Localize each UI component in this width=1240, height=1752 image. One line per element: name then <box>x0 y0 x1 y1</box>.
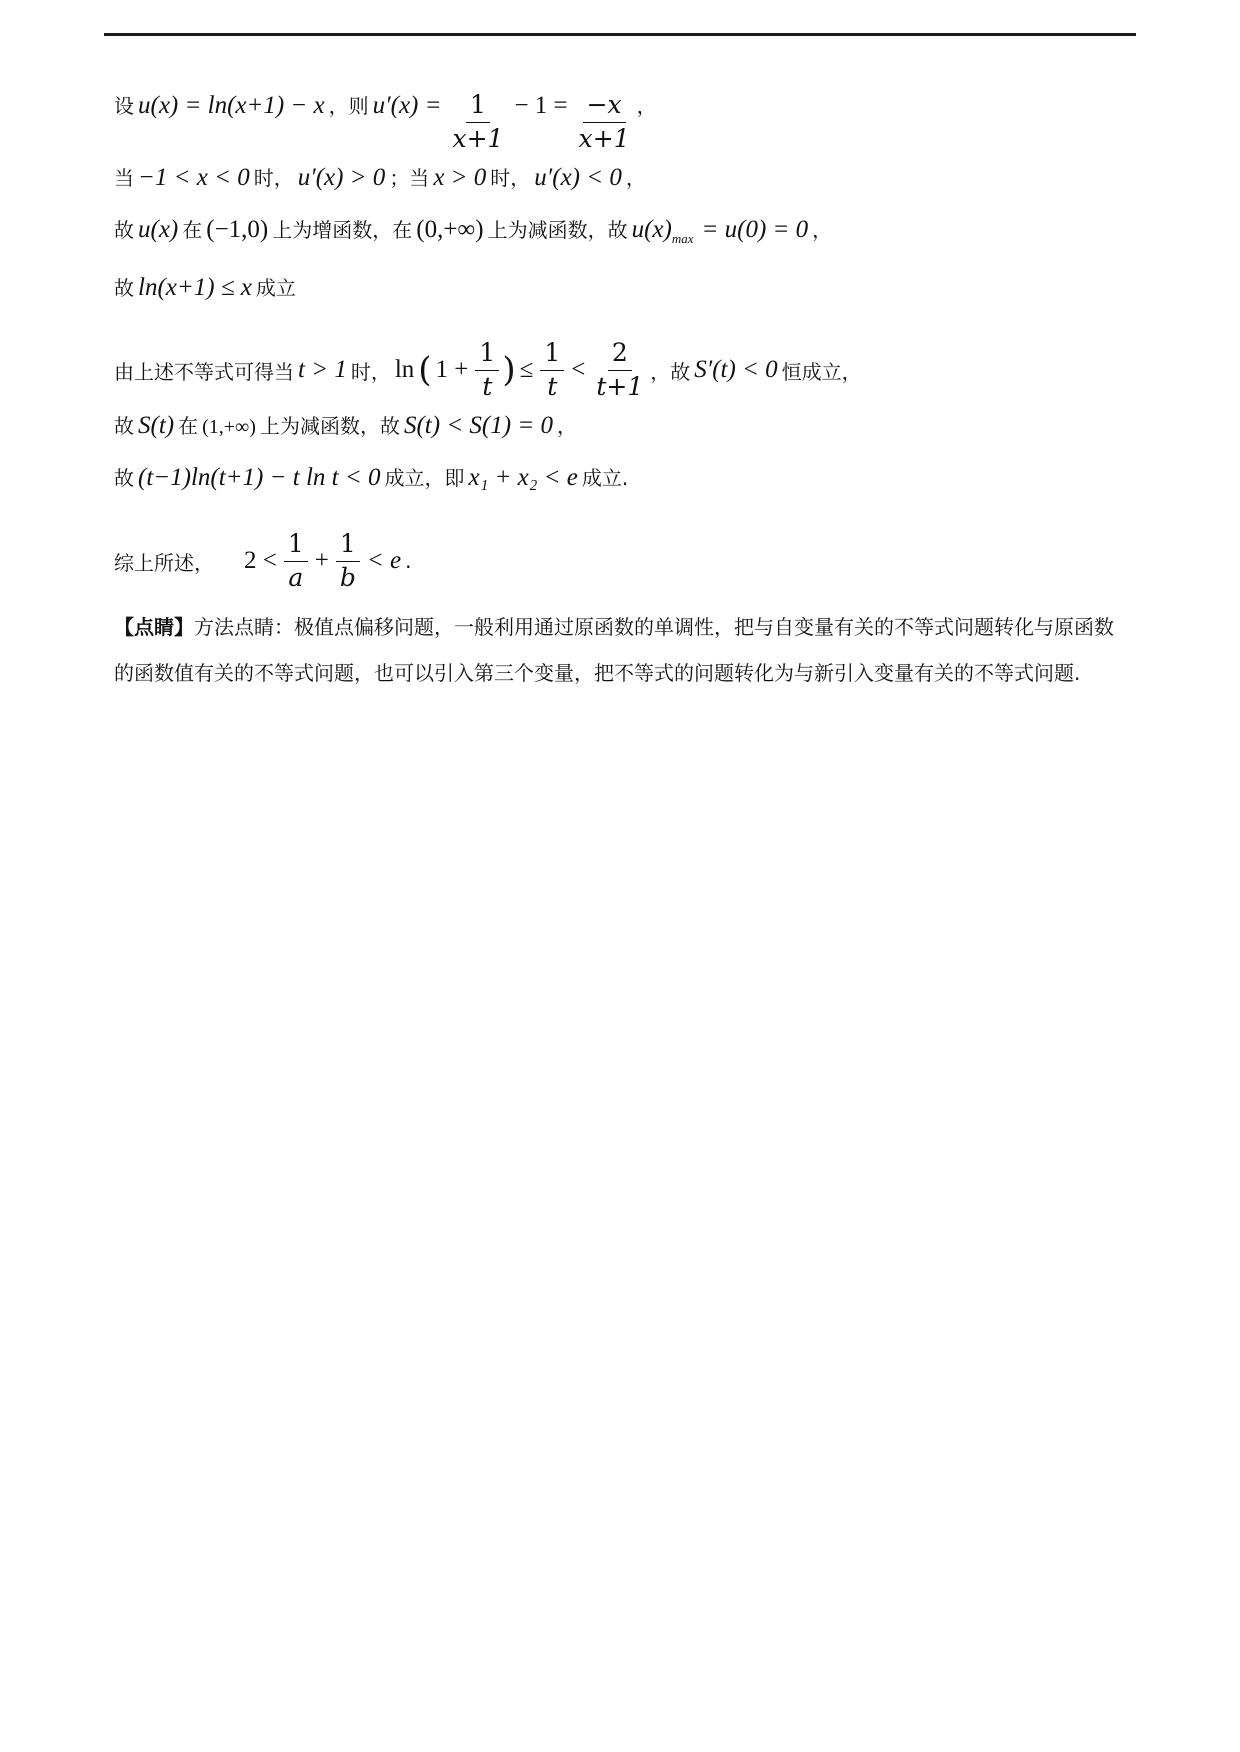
math-expression: 1 + <box>435 356 469 383</box>
math-line-3 <box>114 214 1132 272</box>
math-expression: (0,+∞) <box>416 216 484 243</box>
max-function: u(x) <box>631 216 672 243</box>
math-line-8 <box>114 526 1132 596</box>
fraction-denominator: b <box>339 562 356 592</box>
header-rule <box>104 33 1136 36</box>
math-expression: S(t) <box>138 412 175 439</box>
math-expression: S′(t) < 0 <box>694 356 778 383</box>
math-line-4 <box>114 272 1132 330</box>
text-segment: 故 <box>114 276 134 300</box>
text-segment: 上为减函数，故 <box>259 414 400 438</box>
fraction <box>540 339 564 402</box>
math-expression: x₁ + x₂ < e <box>468 464 578 491</box>
fraction <box>575 91 634 154</box>
left-paren: ( <box>418 350 432 390</box>
text-segment: ， <box>556 414 577 438</box>
right-paren: ) <box>502 350 516 390</box>
fraction-denominator: t <box>547 371 558 401</box>
text-segment: ，故 <box>650 359 691 384</box>
math-expression: (t−1)ln(t+1) − t ln t < 0 <box>138 464 381 491</box>
fraction-denominator: x+1 <box>578 123 630 153</box>
math-line-7 <box>114 462 1132 526</box>
fraction <box>475 339 499 402</box>
fraction-denominator: x+1 <box>452 123 504 153</box>
fraction <box>592 339 647 402</box>
math-expression: 2 < <box>244 547 277 574</box>
text-segment: 时， <box>253 166 294 190</box>
math-expression: < <box>571 356 586 383</box>
text-segment: 恒成立， <box>781 359 862 384</box>
text-segment: 故 <box>114 218 134 242</box>
math-expression: u(x) <box>138 216 179 243</box>
math-expression: < e <box>366 547 402 574</box>
text-segment: 上为减函数，故 <box>487 218 628 242</box>
fraction-denominator: t <box>482 371 493 401</box>
text-segment: 时， <box>350 359 391 384</box>
text-segment: 上为增函数，在 <box>272 218 413 242</box>
math-expression: ln <box>394 356 415 383</box>
fraction <box>449 91 508 154</box>
math-expression: + <box>314 547 329 574</box>
math-expression <box>632 216 694 247</box>
math-line-2 <box>114 162 1132 214</box>
tip-text: 方法点睛：极值点偏移问题，一般利用通过原函数的单调性，把与自变量有关的不等式问题转化与原函数的函数值有关的不等式问题，也可以引入第三个变量，把不等式的问题转化为与新引入变量有关的不等式问题. <box>114 615 1114 685</box>
text-segment: 在 <box>182 218 203 242</box>
math-line-6 <box>114 410 1132 462</box>
math-expression: u′(x) = <box>372 92 442 119</box>
fraction-numerator: 2 <box>608 339 632 371</box>
math-expression: −1 < x < 0 <box>138 164 250 191</box>
text-segment: . <box>405 549 412 573</box>
math-line-5 <box>114 330 1132 410</box>
text-segment: 成立 <box>255 276 296 300</box>
text-segment: 成立. <box>581 466 629 490</box>
text-segment: 由上述不等式可得当 <box>114 359 294 384</box>
math-line-1 <box>114 90 1132 162</box>
text-segment: 设 <box>114 94 134 118</box>
math-expression: ln(x+1) ≤ x <box>138 274 252 301</box>
math-expression: (−1,0) <box>206 216 269 243</box>
fraction <box>336 530 360 593</box>
text-segment: ， <box>636 94 657 118</box>
text-segment: 在 <box>178 414 199 438</box>
math-expression: u′(x) > 0 <box>297 164 386 191</box>
fraction-numerator: 1 <box>466 91 490 123</box>
text-segment: 故 <box>114 414 134 438</box>
math-expression: x > 0 <box>433 164 487 191</box>
text-segment: 成立，即 <box>384 466 465 490</box>
math-expression: (1,+∞) <box>202 416 256 438</box>
text-segment: ，则 <box>328 94 369 118</box>
subscript-max: max <box>671 231 694 246</box>
text-segment: 故 <box>114 466 134 490</box>
tip-paragraph <box>114 604 1129 696</box>
math-expression: S(t) < S(1) = 0 <box>403 412 553 439</box>
fraction-numerator: 1 <box>475 339 499 371</box>
fraction-denominator: a <box>288 562 304 592</box>
fraction-numerator: −x <box>583 91 626 123</box>
text-segment: 综上所述， <box>114 550 214 575</box>
math-expression: t > 1 <box>298 356 347 383</box>
fraction-numerator: 1 <box>540 339 564 371</box>
math-expression: − 1 = <box>514 92 568 119</box>
math-expression: ≤ <box>519 356 534 383</box>
math-expression: u′(x) < 0 <box>534 164 622 191</box>
text-segment: ， <box>625 166 646 190</box>
text-segment: ， <box>812 218 833 242</box>
document-body <box>114 90 1132 696</box>
math-expression: = u(0) = 0 <box>701 216 809 243</box>
math-expression: u(x) = ln(x+1) − x <box>138 92 325 119</box>
text-segment: ；当 <box>389 166 430 190</box>
fraction-numerator: 1 <box>336 530 360 562</box>
text-segment: 当 <box>114 166 134 190</box>
text-segment: 时， <box>490 166 531 190</box>
fraction-numerator: 1 <box>284 530 308 562</box>
fraction <box>284 530 308 593</box>
fraction-denominator: t+1 <box>596 371 644 401</box>
tip-label: 【点睛】 <box>114 615 194 639</box>
